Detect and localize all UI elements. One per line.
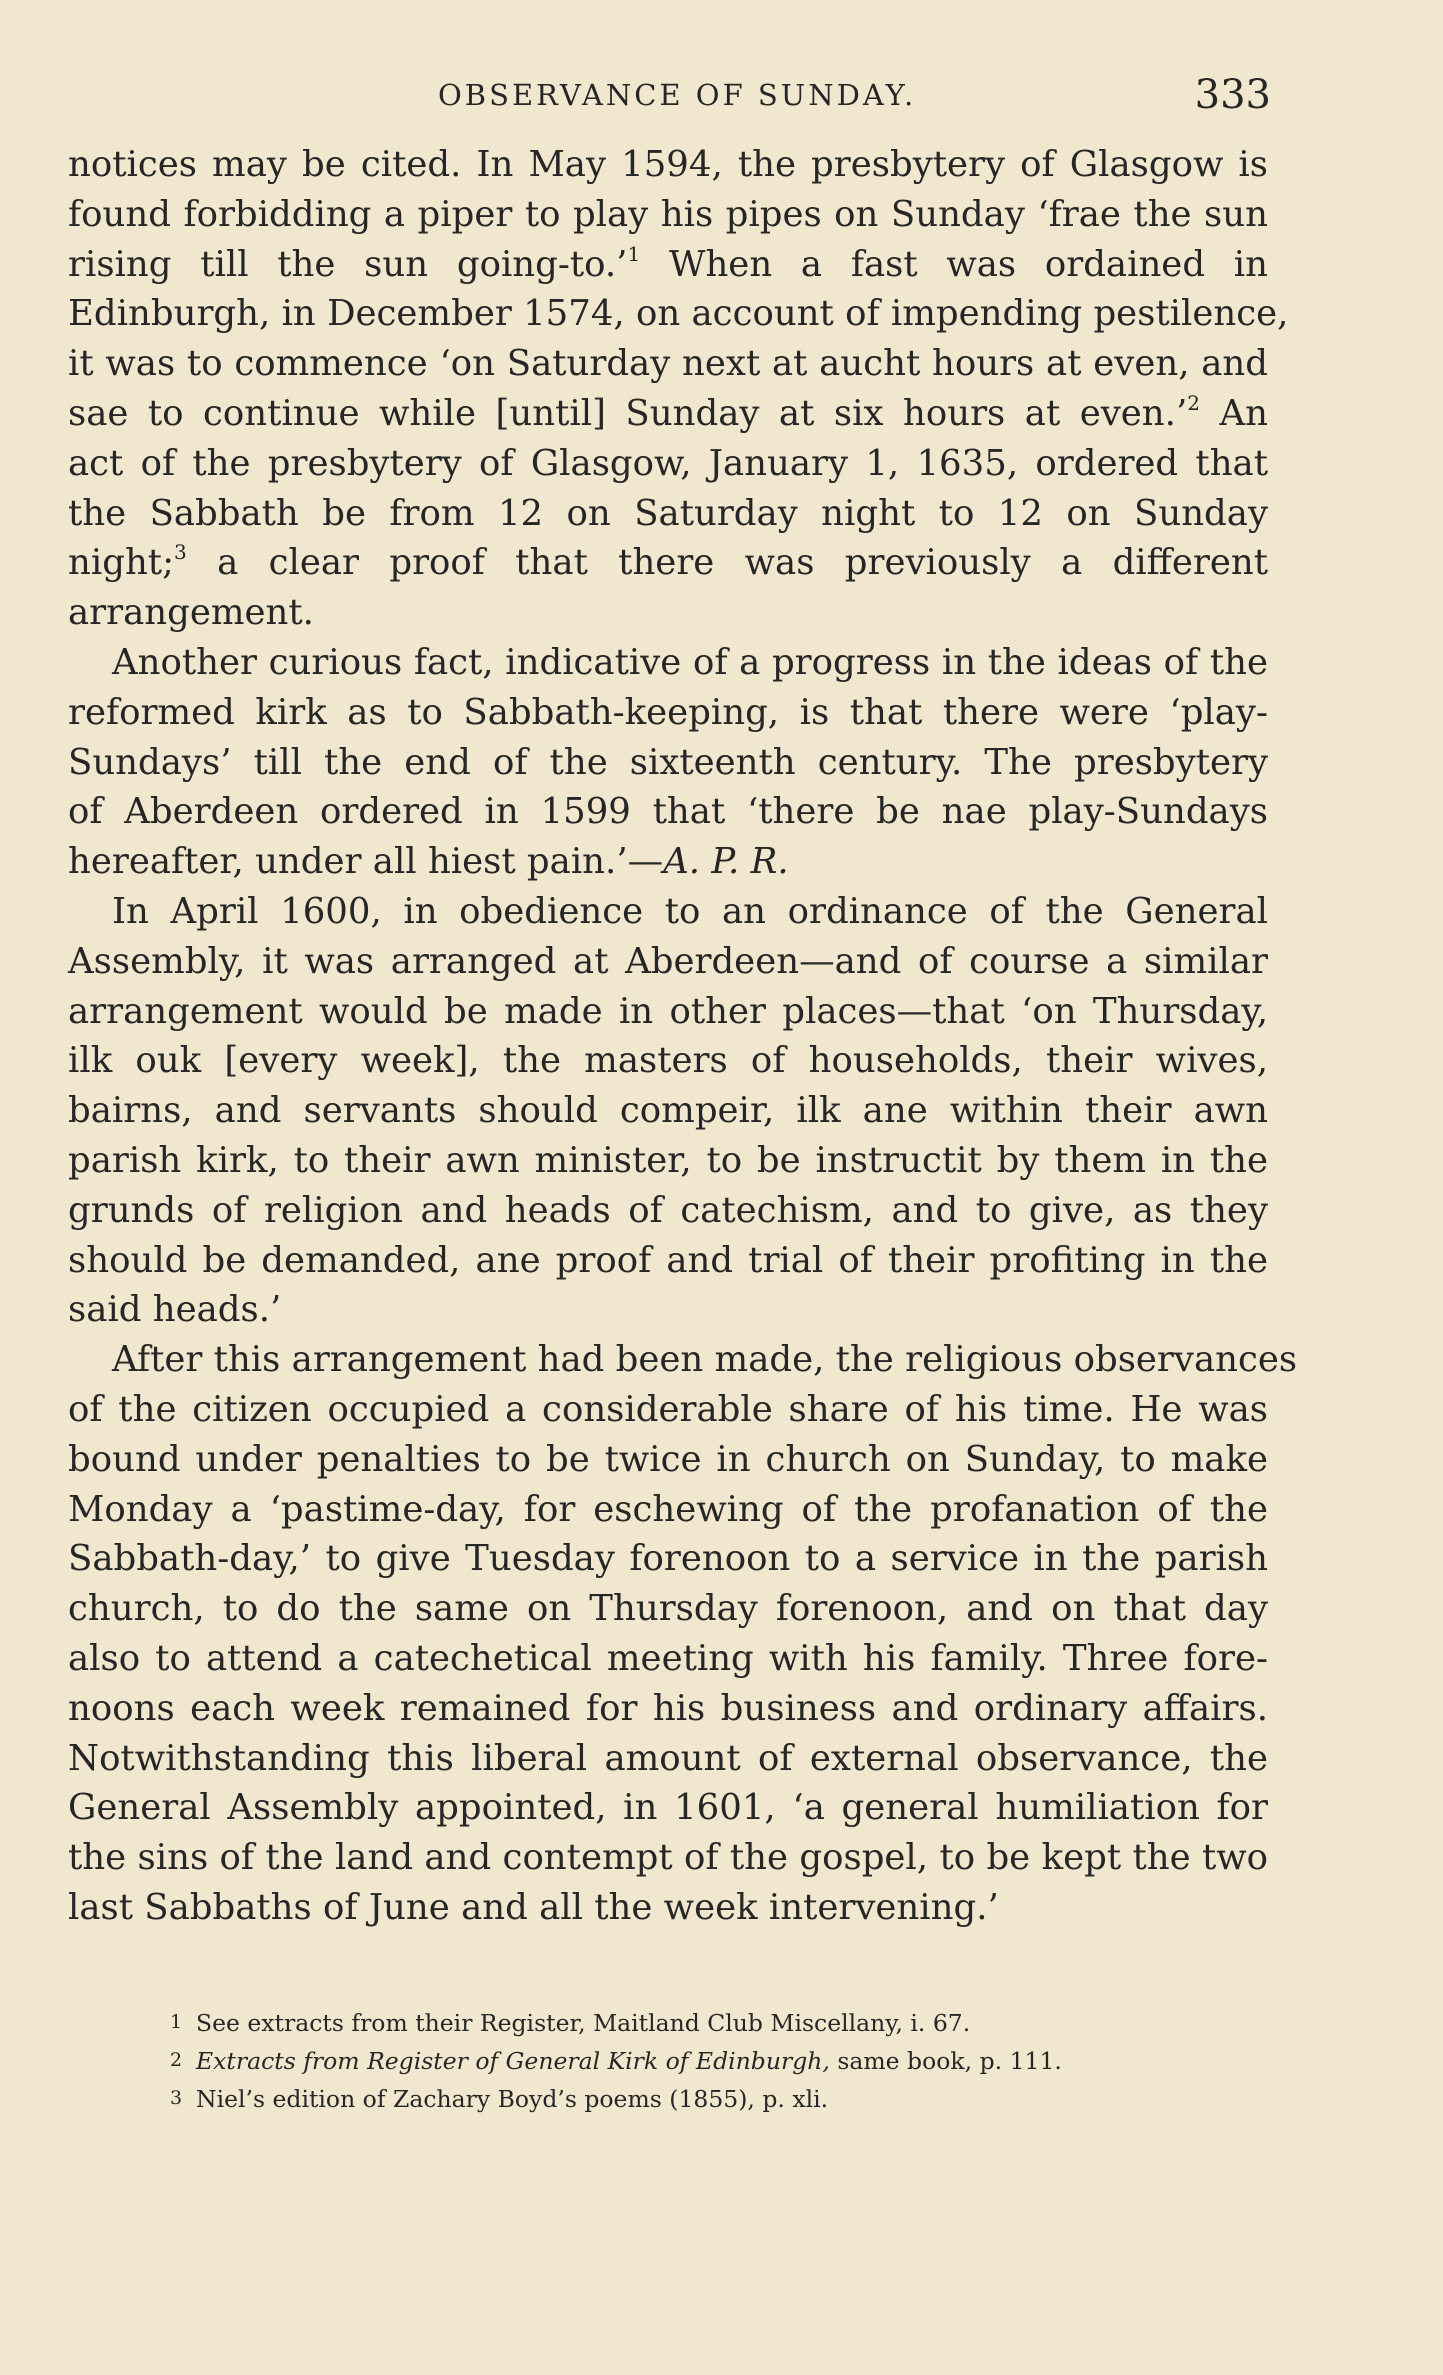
- line-text: In April 1600, in obedience to an ordinance of the General: [112, 890, 1268, 932]
- line-text-continued: An: [1199, 392, 1268, 434]
- footnote-text: Extracts from Register of General Kirk of Edinburgh,: [196, 2047, 830, 2075]
- text-line: [68, 738, 1268, 788]
- running-title: OBSERVANCE OF SUNDAY.: [438, 78, 917, 112]
- footnote-reference: 3: [174, 540, 187, 565]
- line-text: night;: [68, 542, 175, 584]
- text-line: [68, 638, 1268, 688]
- line-text: grunds of religion and heads of catechism, and to give, as they: [68, 1189, 1268, 1231]
- text-line: [68, 1734, 1268, 1784]
- text-line: [68, 1534, 1268, 1584]
- line-text: ilk ouk [every week], the masters of households, their wives,: [68, 1040, 1268, 1082]
- text-line: [68, 190, 1268, 240]
- footnotes: [170, 2003, 1220, 2117]
- line-text: the sins of the land and contempt of the gospel, to be kept the two: [68, 1837, 1268, 1879]
- line-text: church, to do the same on Thursday forenoon, and on that day: [68, 1588, 1268, 1630]
- line-text: Sabbath-day,’ to give Tuesday forenoon to a service in the parish: [68, 1538, 1268, 1580]
- line-text: of the citizen occupied a considerable share of his time. He was: [68, 1388, 1268, 1430]
- text-line: [68, 1435, 1268, 1485]
- text-line: [68, 1634, 1268, 1684]
- page-number: 333: [1194, 72, 1271, 118]
- text-line: [68, 1783, 1268, 1833]
- line-text: arrangement.: [68, 592, 314, 634]
- line-text: the Sabbath be from 12 on Saturday night to 12 on Sunday: [68, 492, 1268, 534]
- text-line: [68, 1086, 1268, 1136]
- line-text: Sundays’ till the end of the sixteenth century. The presbytery: [68, 741, 1268, 783]
- line-text: Another curious fact, indicative of a progress in the ideas of the: [112, 641, 1268, 683]
- text-line: [68, 538, 1268, 588]
- text-line: [68, 1335, 1298, 1385]
- text-line: [68, 389, 1268, 439]
- text-line: [68, 937, 1268, 987]
- text-line: [68, 688, 1268, 738]
- line-text: reformed kirk as to Sabbath-keeping, is that there were ‘play-: [68, 691, 1268, 733]
- text-line: [68, 1186, 1268, 1236]
- footnote-text: Niel’s edition of Zachary Boyd’s poems (1855), p. xli.: [196, 2085, 829, 2113]
- text-line: [68, 588, 1268, 638]
- text-line: [68, 1285, 1268, 1335]
- text-line: [68, 787, 1268, 837]
- line-text: arrangement would be made in other places—that ‘on Thursday,: [68, 990, 1268, 1032]
- text-line: [68, 439, 1268, 489]
- line-text: hereafter, under all hiest pain.’—: [68, 841, 664, 883]
- text-line: [68, 1036, 1268, 1086]
- line-text: Edinburgh, in December 1574, on account of impending pestilence,: [68, 293, 1289, 335]
- line-text-continued: a clear proof that there was previously a different: [186, 542, 1268, 584]
- footnote: [170, 2003, 1220, 2041]
- line-text: rising till the sun going-to.’: [68, 243, 628, 285]
- text-line: [68, 489, 1268, 539]
- footnote-reference: 1: [627, 241, 641, 266]
- text-line: [68, 837, 1268, 887]
- line-text: bound under penalties to be twice in church on Sunday, to make: [68, 1438, 1268, 1480]
- text-line: [68, 1136, 1268, 1186]
- line-text: act of the presbytery of Glasgow, January 1, 1635, ordered that: [68, 442, 1268, 484]
- line-text: parish kirk, to their awn minister, to be instructit by them in the: [68, 1139, 1268, 1181]
- line-text: notices may be cited. In May 1594, the presbytery of Glasgow is: [68, 144, 1268, 185]
- footnote-text: See extracts from their Register, Maitland Club Miscellany, i. 67.: [196, 2009, 971, 2037]
- line-text: last Sabbaths of June and all the week intervening.’: [68, 1886, 999, 1928]
- line-text-continued: When a fast was ordained in: [640, 243, 1268, 285]
- line-text: of Aberdeen ordered in 1599 that ‘there be nae play-Sundays: [68, 791, 1268, 833]
- source-abbreviation: A. P. R.: [663, 841, 789, 883]
- text-line: [68, 987, 1268, 1037]
- line-text: also to attend a catechetical meeting with his family. Three fore-: [68, 1637, 1268, 1679]
- text-line: [68, 1584, 1268, 1634]
- line-text: noons each week remained for his business and ordinary affairs.: [68, 1687, 1268, 1729]
- footnote-text: same book, p. 111.: [829, 2047, 1062, 2075]
- text-line: [68, 1385, 1268, 1435]
- line-text: Notwithstanding this liberal amount of external observance, the: [68, 1737, 1268, 1779]
- text-line: [68, 289, 1289, 339]
- footnote-mark: 3: [170, 2087, 183, 2109]
- text-line: [68, 1684, 1268, 1734]
- footnote-reference: 2: [1187, 390, 1200, 415]
- footnote: [170, 2041, 1220, 2079]
- line-text: bairns, and servants should compeir, ilk ane within their awn: [68, 1090, 1268, 1132]
- footnote-mark: 2: [170, 2049, 183, 2071]
- line-text: found forbidding a piper to play his pipes on Sunday ‘frae the sun: [68, 193, 1268, 235]
- line-text: General Assembly appointed, in 1601, ‘a general humiliation for: [68, 1787, 1268, 1829]
- footnote: [170, 2079, 1220, 2117]
- line-text: After this arrangement had been made, the religious observances: [112, 1339, 1298, 1381]
- line-text: should be demanded, ane proof and trial of their profiting in the: [68, 1239, 1268, 1281]
- text-line: [68, 339, 1268, 389]
- line-text: it was to commence ‘on Saturday next at aucht hours at even, and: [68, 343, 1268, 385]
- text-line: [68, 887, 1268, 937]
- text-line: [68, 1833, 1268, 1883]
- text-line: [68, 140, 1268, 190]
- running-head: [68, 72, 1271, 132]
- text-line: [68, 1485, 1268, 1535]
- text-line: [68, 1883, 1268, 1933]
- line-text: Monday a ‘pastime-day, for eschewing of the profanation of the: [68, 1488, 1268, 1530]
- line-text: Assembly, it was arranged at Aberdeen—and of course a similar: [68, 940, 1268, 982]
- text-line: [68, 240, 1268, 290]
- body-text: [68, 140, 1298, 1933]
- line-text: said heads.’: [68, 1289, 282, 1331]
- footnote-mark: 1: [170, 2011, 183, 2033]
- line-text: sae to continue while [until] Sunday at six hours at even.’: [68, 392, 1188, 434]
- text-line: [68, 1236, 1268, 1286]
